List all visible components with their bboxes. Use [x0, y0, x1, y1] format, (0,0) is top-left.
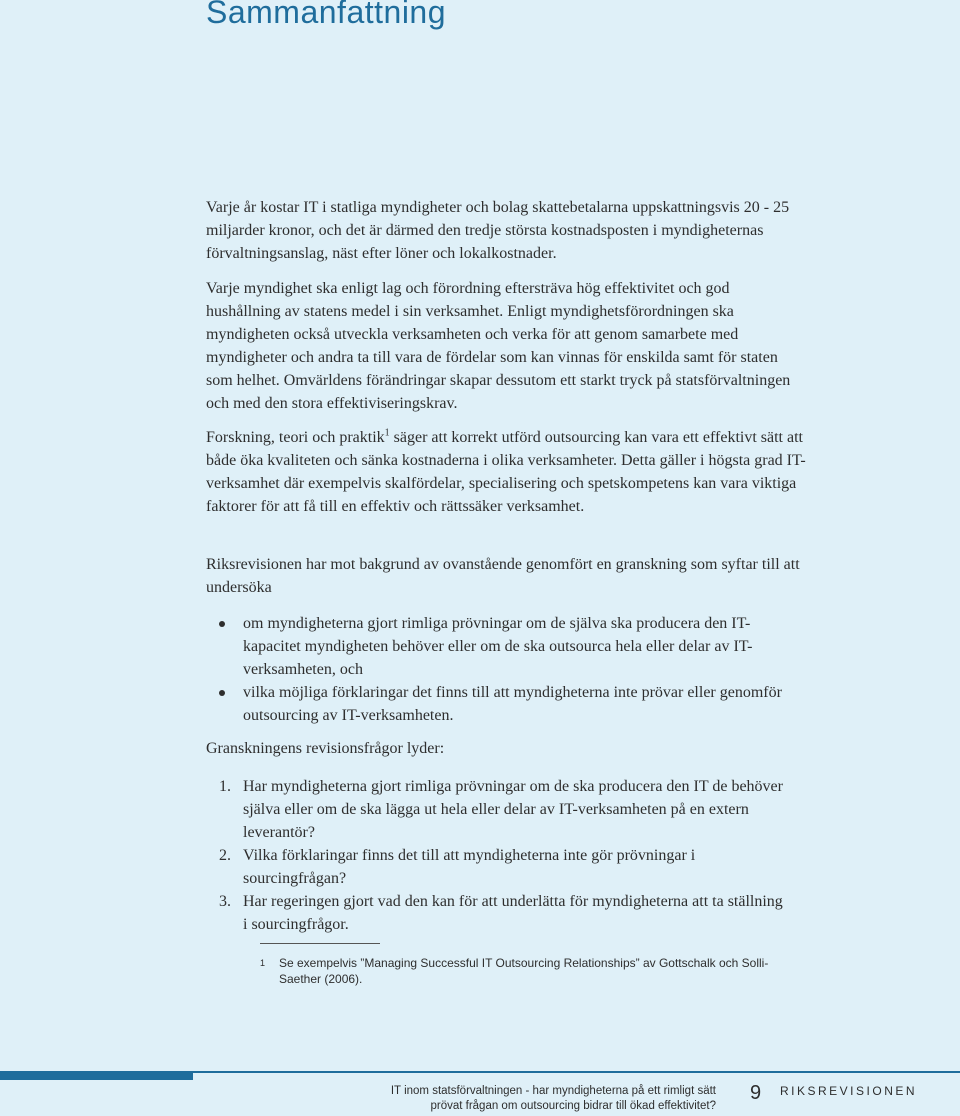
- paragraph-efficiency: [206, 277, 806, 415]
- paragraph-text-end: säger att korrekt utförd outsourcing kan vara ett effektivt sätt att både öka kvaliteten och sänka kostnaderna i olika verksamheter. Detta gäller i högsta grad IT-verksamhet där exempelvis skalfördelar, specialisering och spetskompetens kan vara viktiga faktorer för att få till en effektiv och rättssäker verksamhet.: [206, 429, 806, 515]
- paragraph-intro: [206, 196, 806, 265]
- footnote-reference[interactable]: 1: [384, 427, 390, 439]
- list-item-text: Vilka förklaringar finns det till att myndigheterna inte gör prövningar i sourcingfrågan?: [243, 847, 696, 887]
- footer-brand: RIKSREVISIONEN: [780, 1084, 918, 1098]
- list-number: 3.: [219, 893, 231, 910]
- list-item-text: vilka möjliga förklaringar det finns till att myndigheterna inte prövar eller genomför outsourcing av IT-verksamheten.: [243, 684, 782, 724]
- list-item-text: Har regeringen gjort vad den kan för att underlätta för myndigheterna att ta ställning i sourcingfrågor.: [243, 893, 783, 933]
- list-item-text: Har myndigheterna gjort rimliga prövningar om de ska producera den IT de behöver själva eller om de ska lägga ut hela eller delar av IT-verksamheten på en extern leverantör?: [243, 778, 783, 841]
- paragraph-text: Varje år kostar IT i statliga myndigheter och bolag skattebetalarna uppskattningsvis 20 - 25 miljarder kronor, och det är därmed den tredje största kostnadsposten i myndigheternas förvaltningsanslag, näst efter löner och lokalkostnader.: [206, 199, 790, 262]
- list-item: [206, 844, 786, 890]
- bullet-icon: [219, 690, 225, 696]
- page-number: 9: [750, 1082, 762, 1104]
- footnote-text: Se exempelvis ”Managing Successful IT Outsourcing Relationships” av Gottschalk och Solli-Saether (2006).: [279, 956, 769, 986]
- paragraph-text-start: Forskning, teori och praktik: [206, 429, 385, 446]
- paragraph-text: [206, 426, 806, 518]
- list-item-text: om myndigheterna gjort rimliga prövningar om de själva ska producera den IT-kapacitet myndigheten behöver eller om de ska outsourca hela eller delar av IT-verksamheten, och: [243, 615, 753, 678]
- footer-accent-bar: [0, 1071, 193, 1080]
- footnote-divider: [260, 943, 380, 944]
- paragraph-text: Varje myndighet ska enligt lag och förordning eftersträva hög effektivitet och god hushållning av statens medel i sin verksamhet. Enligt myndighetsförordningen ska myndigheten också utveckla verksamheten och verka för att genom samarbete med myndigheter och andra ta till vara de fördelar som kan vinnas för enskilda samt för staten som helhet. Omvärldens förändringar skapar dessutom ett starkt tryck på statsförvaltningen och med den stora effektiviseringskrav.: [206, 280, 791, 412]
- paragraph-text: Granskningens revisionsfrågor lyder:: [206, 740, 445, 757]
- list-item: [206, 775, 786, 844]
- bullet-icon: [219, 621, 225, 627]
- paragraph-purpose: [206, 553, 806, 599]
- paragraph-questions-intro: [206, 737, 806, 760]
- list-item: [206, 890, 786, 936]
- list-number: 1.: [219, 778, 231, 795]
- footnote: [260, 955, 780, 987]
- paragraph-text: Riksrevisionen har mot bakgrund av ovanstående genomfört en granskning som syftar till att undersöka: [206, 556, 800, 596]
- list-item: [206, 612, 786, 681]
- footer-title-line: prövat frågan om outsourcing bidrar till ökad effektivitet?: [430, 1100, 716, 1112]
- audit-questions-list: [206, 775, 786, 936]
- footer-report-title: [380, 1084, 716, 1114]
- page-title: Sammanfattning: [206, 0, 447, 30]
- footer-title-line: IT inom statsförvaltningen - har myndigheterna på ett rimligt sätt: [390, 1085, 716, 1097]
- purpose-bullet-list: [206, 612, 786, 727]
- footnote-mark: 1: [260, 958, 266, 968]
- list-item: [206, 681, 786, 727]
- paragraph-research: [206, 426, 806, 518]
- list-number: 2.: [219, 847, 231, 864]
